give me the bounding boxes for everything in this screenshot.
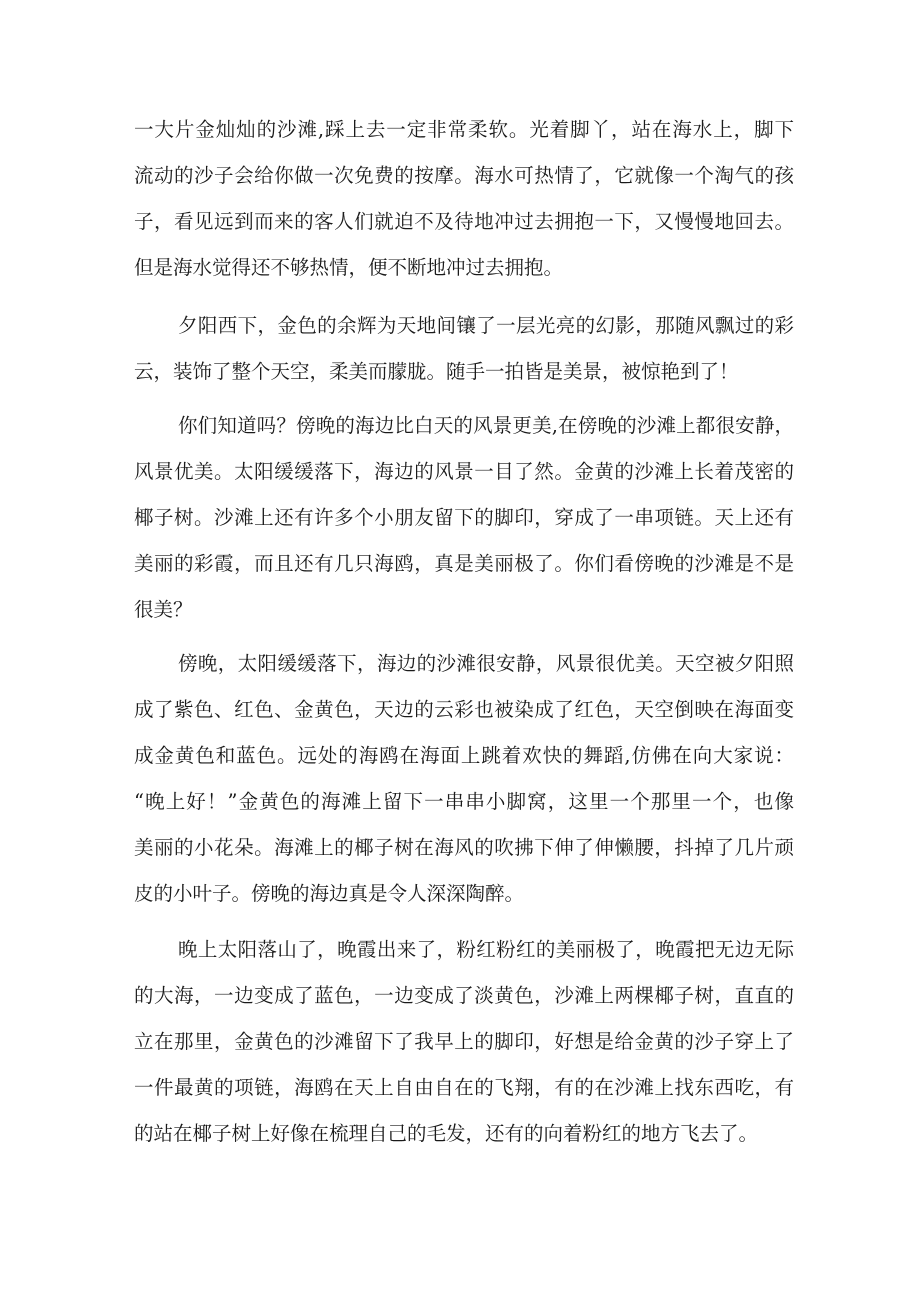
paragraph-4-line-6: 皮的小叶子。傍晚的海边真是令人深深陶醉。 — [134, 882, 525, 905]
paragraph-3-line-1: 你们知道吗？傍晚的海边比白天的风景更美,在傍晚的沙滩上都很安静， — [178, 414, 794, 437]
paragraph-4-line-3: 成金黄色和蓝色。远处的海鸥在海面上跳着欢快的舞蹈,仿佛在向大家说： — [134, 744, 794, 767]
paragraph-1-line-4: 但是海水觉得还不够热情，便不断地冲过去拥抱。 — [134, 256, 564, 279]
paragraph-5-line-2: 的大海，一边变成了蓝色，一边变成了淡黄色，沙滩上两棵椰子树，直直的 — [134, 984, 794, 1007]
paragraph-4-line-5: 美丽的小花朵。海滩上的椰子树在海风的吹拂下伸了伸懒腰，抖掉了几片顽 — [134, 836, 794, 859]
paragraph-1-line-3: 子，看见远到而来的客人们就迫不及待地冲过去拥抱一下，又慢慢地回去。 — [134, 210, 794, 233]
paragraph-5-line-5: 的站在椰子树上好像在梳理自己的毛发，还有的向着粉红的地方飞去了。 — [134, 1122, 759, 1145]
paragraph-3-line-3: 椰子树。沙滩上还有许多个小朋友留下的脚印，穿成了一串项链。天上还有 — [134, 506, 794, 529]
paragraph-2-line-1: 夕阳西下，金色的余辉为天地间镶了一层光亮的幻影，那随风飘过的彩 — [178, 314, 794, 337]
paragraph-5-line-1: 晚上太阳落山了，晚霞出来了，粉红粉红的美丽极了，晚霞把无边无际 — [178, 938, 794, 961]
paragraph-1-line-2: 流动的沙子会给你做一次免费的按摩。海水可热情了，它就像一个淘气的孩 — [134, 164, 794, 187]
paragraph-3-line-2: 风景优美。太阳缓缓落下，海边的风景一目了然。金黄的沙滩上长着茂密的 — [134, 460, 794, 483]
paragraph-4-line-4: “晚上好！”金黄色的海滩上留下一串串小脚窝，这里一个那里一个，也像 — [134, 790, 794, 813]
paragraph-3-line-5: 很美？ — [134, 598, 193, 621]
paragraph-5-line-4: 一件最黄的项链，海鸥在天上自由自在的飞翔，有的在沙滩上找东西吃，有 — [134, 1076, 794, 1099]
paragraph-3-line-4: 美丽的彩霞，而且还有几只海鸥，真是美丽极了。你们看傍晚的沙滩是不是 — [134, 552, 794, 575]
paragraph-5-line-3: 立在那里，金黄色的沙滩留下了我早上的脚印，好想是给金黄的沙子穿上了 — [134, 1030, 794, 1053]
paragraph-2-line-2: 云，装饰了整个天空，柔美而朦胧。随手一拍皆是美景，被惊艳到了！ — [134, 360, 739, 383]
paragraph-1-line-1: 一大片金灿灿的沙滩,踩上去一定非常柔软。光着脚丫，站在海水上，脚下 — [134, 118, 794, 141]
paragraph-4-line-1: 傍晚，太阳缓缓落下，海边的沙滩很安静，风景很优美。天空被夕阳照 — [178, 652, 794, 675]
paragraph-4-line-2: 成了紫色、红色、金黄色，天边的云彩也被染成了红色，天空倒映在海面变 — [134, 698, 794, 721]
